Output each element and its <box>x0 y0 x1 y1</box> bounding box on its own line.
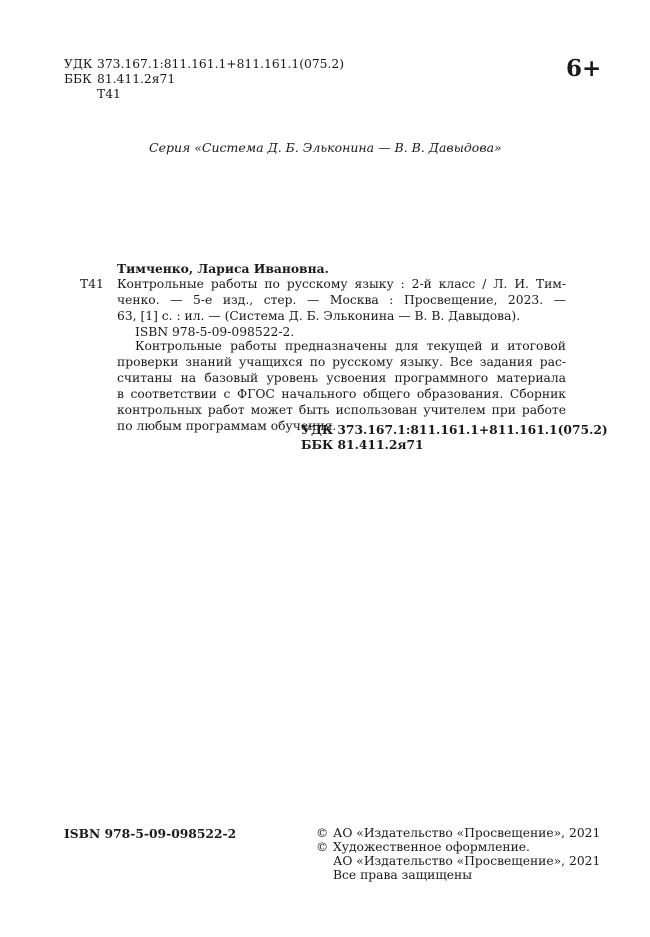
annotation-line: проверки знаний учащихся по русскому языку. Все задания рас- <box>117 355 566 369</box>
bbk-value: 81.411.2я71 <box>97 72 176 86</box>
record-code: Т41 <box>80 277 104 291</box>
copyright-line: Художественное оформление. <box>333 840 530 854</box>
record-line: 63, [1] с. : ил. — (Система Д. Б. Эльконина — В. В. Давыдова). <box>117 309 521 323</box>
udk-header <box>64 57 344 72</box>
rights-reserved: Все права защищены <box>333 868 473 882</box>
annotation-line: Контрольные работы предназначены для текущей и итоговой <box>135 339 566 353</box>
annotation-line: в соответствии с ФГОС начального общего образования. Сборник <box>117 387 566 401</box>
udk-label: УДК <box>64 57 93 71</box>
record-isbn: ISBN 978-5-09-098522-2. <box>135 325 295 339</box>
bbk-label: ББК <box>64 72 92 86</box>
copyright-line: АО «Издательство «Просвещение», 2021 <box>333 854 601 868</box>
record-description <box>117 276 566 340</box>
annotation-line: по любым программам обучения. <box>117 419 337 433</box>
age-rating: 6+ <box>566 55 602 82</box>
copyright-symbol: © <box>316 826 329 840</box>
record-bbk: ББК 81.411.2я71 <box>301 437 424 452</box>
record-author: Тимченко, Лариса Ивановна. <box>117 261 329 276</box>
udk-value: 373.167.1:811.161.1+811.161.1(075.2) <box>97 57 344 71</box>
footer-isbn: ISBN 978-5-09-098522-2 <box>64 826 237 841</box>
author-code: Т41 <box>97 87 121 101</box>
copyright-symbol: © <box>316 840 329 854</box>
bbk-header <box>64 72 175 87</box>
record-line: ченко. — 5-е изд., стер. — Москва : Просвещение, 2023. — <box>117 293 566 307</box>
annotation-line: контрольных работ может быть использован учителем при работе <box>117 403 566 417</box>
record-udk: УДК 373.167.1:811.161.1+811.161.1(075.2) <box>301 422 608 437</box>
record-line: Контрольные работы по русскому языку : 2-й класс / Л. И. Тим- <box>117 277 566 291</box>
annotation <box>117 338 566 434</box>
annotation-line: считаны на базовый уровень усвоения программного материала <box>117 371 566 385</box>
series-title: Серия «Система Д. Б. Эльконина — В. В. Давыдова» <box>149 140 502 155</box>
copyright-line: АО «Издательство «Просвещение», 2021 <box>333 826 601 840</box>
